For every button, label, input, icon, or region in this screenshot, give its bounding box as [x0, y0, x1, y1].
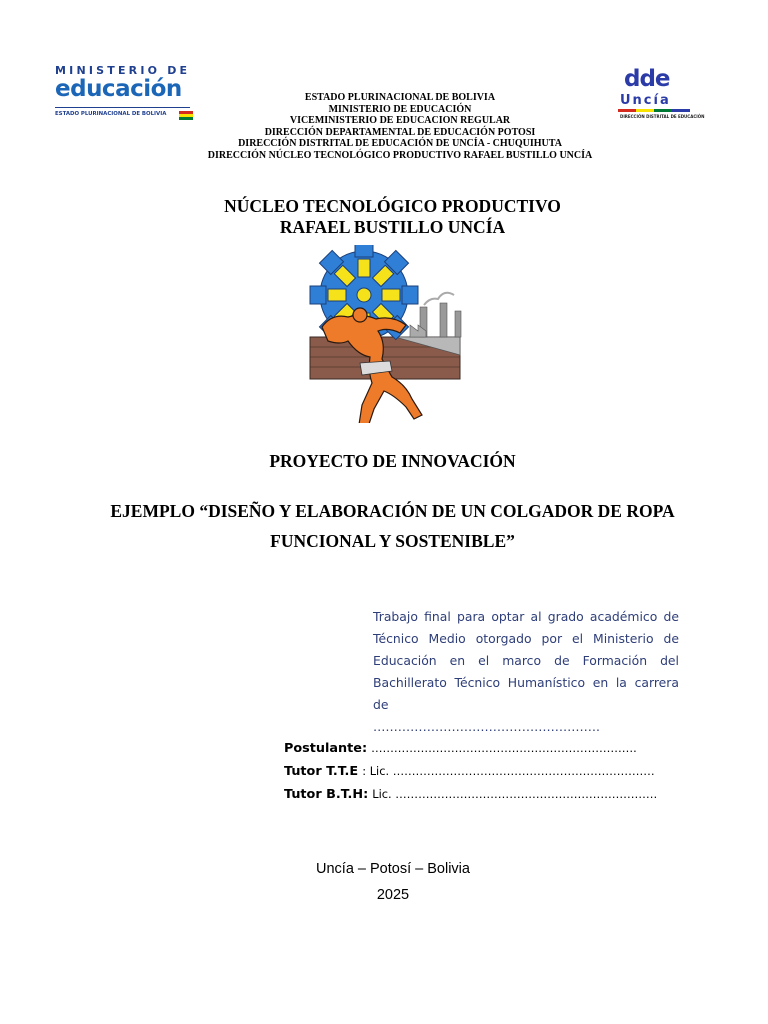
logo-ministry-main-text: educación	[55, 76, 182, 102]
project-title	[100, 496, 685, 556]
thesis-note	[373, 606, 679, 738]
institution-line-2: RAFAEL BUSTILLO UNCÍA	[279, 217, 506, 237]
tutor-bth-value: Lic. ……………………………………………………………	[372, 787, 658, 801]
tutor-bth-row	[284, 783, 704, 806]
place-and-year	[250, 856, 536, 908]
tutor-tte-value: : Lic. ……………………………………………………………	[362, 764, 655, 778]
project-title-line-1: EJEMPLO “DISEÑO Y ELABORACIÓN DE UN COLGADOR DE ROPA	[110, 501, 675, 521]
people-section	[284, 737, 704, 806]
header-line: DIRECCIÓN DISTRITAL DE EDUCACIÓN DE UNCÍA - CHUQUIHUTA	[238, 138, 562, 150]
tutor-bth-label: Tutor B.T.H:	[284, 787, 369, 802]
thesis-note-text: Trabajo final para optar al grado académico de Técnico Medio otorgado por el Ministerio de Educación en el marco de Formación del Bachillerato Técnico Humanístico en la carrera de	[373, 609, 679, 712]
location-text: Uncía – Potosí – Bolivia	[316, 861, 470, 877]
gear-and-worker-emblem-icon	[300, 245, 480, 423]
postulante-value: …………………………………………………………….	[371, 741, 637, 755]
header-line: MINISTERIO DE EDUCACIÓN	[328, 103, 472, 115]
header-line: VICEMINISTERIO DE EDUCACION REGULAR	[289, 115, 511, 127]
tutor-tte-label: Tutor T.T.E	[284, 764, 359, 779]
header-line: DIRECCIÓN NÚCLEO TECNOLÓGICO PRODUCTIVO RAFAEL BUSTILLO UNCÍA	[207, 149, 593, 161]
logo-ministry-bottom-text: ESTADO PLURINACIONAL DE BOLIVIA	[55, 111, 167, 117]
institution-line-1: NÚCLEO TECNOLÓGICO PRODUCTIVO	[224, 196, 561, 216]
header-line: ESTADO PLURINACIONAL DE BOLIVIA	[304, 92, 496, 103]
institutional-header	[150, 92, 650, 162]
institution-title	[150, 196, 635, 238]
logo-uncia-text: Uncía	[620, 93, 671, 108]
thesis-note-dots: ……………………………………………….	[373, 719, 600, 734]
year-text: 2025	[376, 887, 410, 903]
postulante-label: Postulante:	[284, 741, 368, 756]
logo-district-text: DIRECCIÓN DISTRITAL DE EDUCACIÓN	[620, 114, 705, 119]
project-label: PROYECTO DE INNOVACIÓN	[269, 451, 516, 471]
header-line: DIRECCIÓN DEPARTAMENTAL DE EDUCACIÓN POTOSI	[264, 126, 536, 138]
logo-dde-text: dde	[624, 66, 670, 92]
project-title-line-2: FUNCIONAL Y SOSTENIBLE”	[270, 531, 515, 551]
postulante-row	[284, 737, 704, 760]
logo-ministry-top-text: MINISTERIO DE	[55, 64, 191, 77]
tutor-tte-row	[284, 760, 704, 783]
